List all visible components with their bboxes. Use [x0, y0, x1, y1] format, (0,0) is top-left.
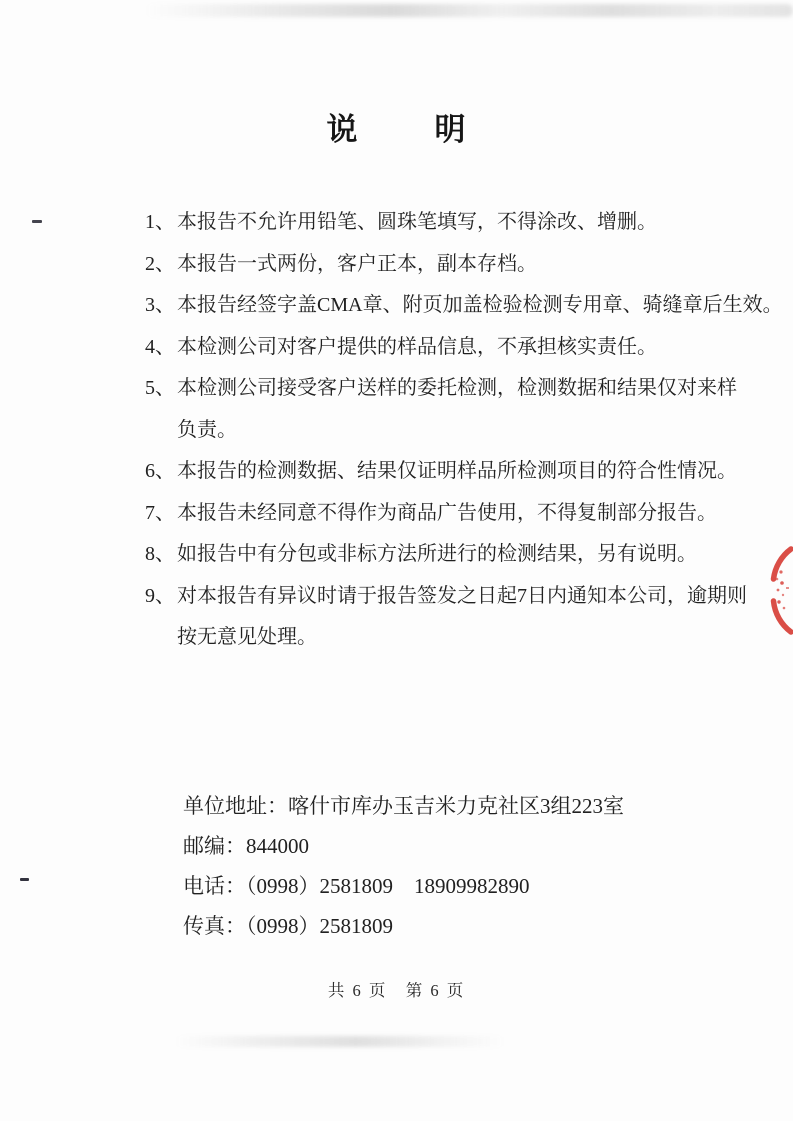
note-text: 对本报告有异议时请于报告签发之日起7日内通知本公司，逾期则 — [177, 584, 747, 607]
contact-block — [183, 786, 624, 946]
page-title — [0, 104, 793, 149]
page-footer — [0, 977, 793, 1001]
note-item-5 — [145, 368, 765, 451]
contact-address: 单位地址：喀什市库办玉吉米力克社区3组223室 — [183, 794, 624, 818]
note-item-3 — [145, 285, 783, 327]
contact-phone: 电话：（0998）2581809 18909982890 — [183, 874, 530, 898]
note-number: 2、 — [145, 252, 175, 275]
note-text: 本检测公司对客户提供的样品信息，不承担核实责任。 — [177, 335, 657, 358]
note-text-continued: 按无意见处理。 — [177, 626, 317, 648]
note-text: 本报告经签字盖CMA章、附页加盖检验检测专用章、骑缝章后生效。 — [177, 294, 783, 316]
note-item-7 — [145, 493, 765, 535]
note-item-4 — [145, 327, 765, 369]
note-text: 如报告中有分包或非标方法所进行的检测结果，另有说明。 — [177, 543, 697, 565]
note-text: 本检测公司接受客户送样的委托检测，检测数据和结果仅对来样 — [177, 377, 737, 399]
note-text: 本报告未经同意不得作为商品广告使用，不得复制部分报告。 — [177, 501, 717, 524]
note-text: 本报告一式两份，客户正本，副本存档。 — [177, 252, 537, 275]
scan-smudge-top — [145, 4, 793, 17]
title-char: 明 — [434, 112, 467, 147]
scan-edge-mark — [20, 878, 29, 881]
note-item-2 — [145, 244, 765, 286]
note-number: 7、 — [145, 501, 175, 524]
notes-list — [145, 202, 783, 659]
note-text: 本报告不允许用铅笔、圆珠笔填写，不得涂改、增删。 — [177, 211, 657, 233]
note-number: 9、 — [145, 584, 175, 607]
contact-fax: 传真：（0998）2581809 — [183, 914, 393, 938]
contact-postcode: 邮编：844000 — [183, 834, 309, 858]
note-item-9 — [145, 576, 765, 659]
note-number: 6、 — [145, 460, 175, 482]
note-item-6 — [145, 451, 765, 493]
scan-smudge-bottom — [175, 1036, 505, 1047]
red-seal-fragment-icon — [766, 546, 793, 636]
note-number: 5、 — [145, 377, 175, 399]
pagination-text: 共 6 页 第 6 页 — [327, 981, 466, 1000]
note-item-1 — [145, 202, 765, 244]
scan-edge-mark — [32, 220, 42, 223]
note-number: 3、 — [145, 294, 175, 316]
note-item-8 — [145, 534, 765, 576]
title-char: 说 — [326, 112, 359, 147]
note-number: 4、 — [145, 335, 175, 358]
note-number: 8、 — [145, 543, 175, 565]
note-text: 本报告的检测数据、结果仅证明样品所检测项目的符合性情况。 — [177, 460, 737, 482]
note-number: 1、 — [145, 211, 175, 233]
note-text-continued: 负责。 — [177, 418, 237, 441]
